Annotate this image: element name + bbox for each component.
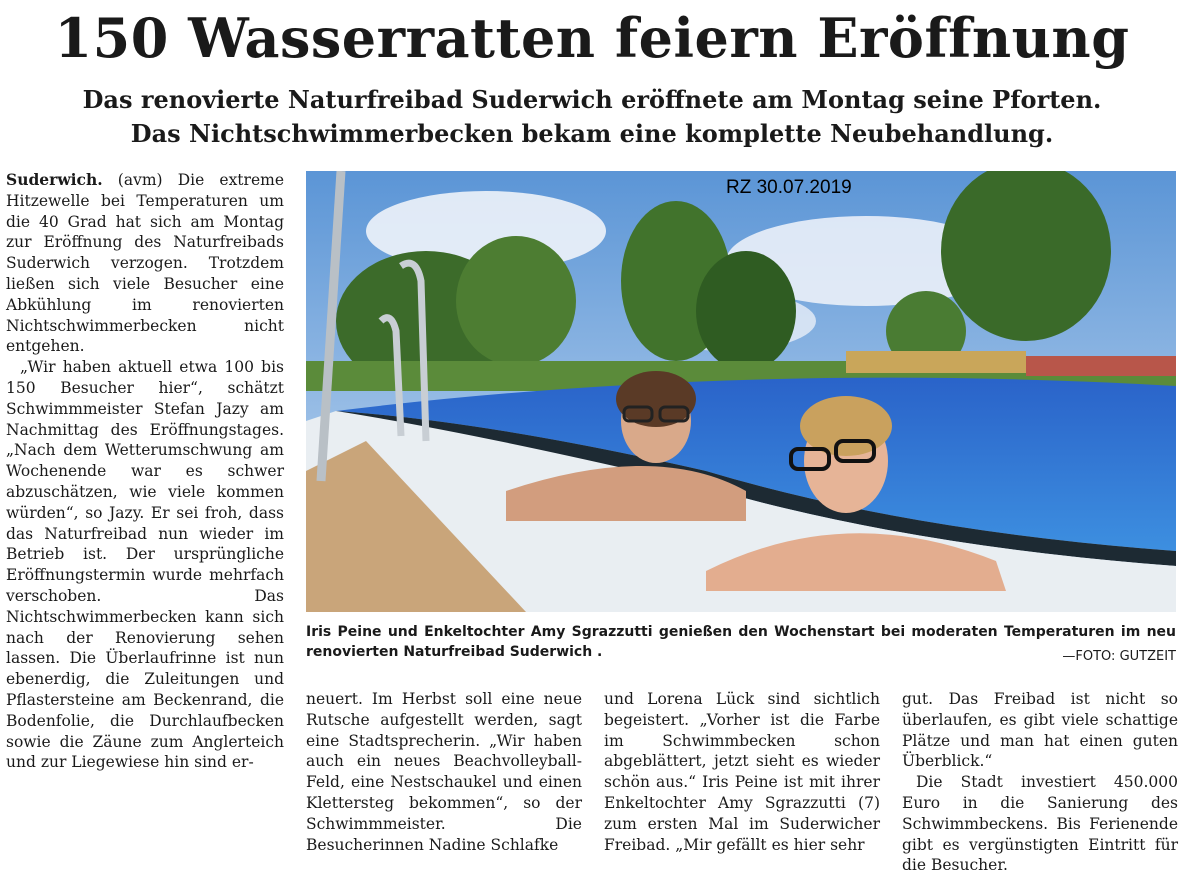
pool-photo-illustration <box>306 171 1176 612</box>
article-column-3 <box>604 689 880 855</box>
article-column-4 <box>902 689 1178 876</box>
photo-caption: Iris Peine und Enkeltochter Amy Sgrazzutti genießen den Wochenstart bei moderaten Temperaturen im neu renovierten Naturfreibad Suderwich . <box>306 624 1176 660</box>
article-column-2 <box>306 689 582 855</box>
intro-text: (avm) Die extreme Hitzewelle bei Temperaturen um die 40 Grad hat sich am Montag zur Eröffnung des Naturfreibads Suderwich verzogen. Trotzdem ließen sich viele Besucher eine Abkühlung im renovierten Nichtschwimmerbecken nicht entgehen. <box>6 171 284 356</box>
column-2-text: neuert. Im Herbst soll eine neue Rutsche aufgestellt werden, sagt eine Stadtsprecherin. „Wir haben auch ein neues Beachvolleyball-Feld, eine Nestschaukel und einen Klettersteg bekommen“, so der Schwimmmeister. Die Besucherinnen Nadine Schlafke <box>306 690 582 854</box>
paragraph-quote: „Wir haben aktuell etwa 100 bis 150 Besucher hier“, schätzt Schwimmmeister Stefan Jazy am Nachmittag des Eröffnungstages. „Nach dem Wetterumschwung am Wochenende war es schwer abzuschätzen, wie viele kommen würden“, so Jazy. Er sei froh, dass das Naturfreibad nun wieder im Betrieb ist. Der ursprüngliche Eröffnungstermin wurde mehrfach verschoben. Das Nichtschwimmerbecken kann sich nach der Renovierung sehen lassen. Die Überlaufrinne ist nun ebenerdig, die Zuleitungen und Pflastersteine am Beckenrand, die Bodenfolie, die Durchlaufbecken sowie die Zäune zum Anglerteich und zur Liegewiese hin sind er- <box>6 358 284 772</box>
dateline: Suderwich. <box>6 170 103 189</box>
column-3-text: und Lorena Lück sind sichtlich begeistert. „Vorher ist die Farbe im Schwimmbecken schon abgeblättert, jetzt sieht es wieder schön aus.“ Iris Peine ist mit ihrer Enkeltochter Amy Sgrazzutti (7) zum ersten Mal im Suderwicher Freibad. „Mir gefällt es hier sehr <box>604 690 880 854</box>
article-column-1 <box>6 170 284 773</box>
column-4-paragraph-2: Die Stadt investiert 450.000 Euro in die Sanierung des Schwimmbeckens. Bis Ferienende gibt es vergünstigten Eintritt für die Besucher. <box>902 773 1178 875</box>
subheadline-line-1: Das renovierte Naturfreibad Suderwich eröffnete am Montag seine Pforten. <box>82 85 1102 114</box>
column-4-paragraph-1: gut. Das Freibad ist nicht so überlaufen, es gibt viele schattige Plätze und man hat einen guten Überblick.“ <box>902 690 1178 771</box>
headline: 150 Wasserratten feiern Eröffnung <box>54 6 1130 70</box>
subheadline-line-2: Das Nichtschwimmerbecken bekam eine komplette Neubehandlung. <box>130 119 1054 148</box>
photo-credit: —FOTO: GUTZEIT <box>1062 649 1176 664</box>
paragraph-intro <box>6 170 284 357</box>
article-photo <box>306 171 1176 612</box>
date-stamp: RZ 30.07.2019 <box>726 177 852 198</box>
